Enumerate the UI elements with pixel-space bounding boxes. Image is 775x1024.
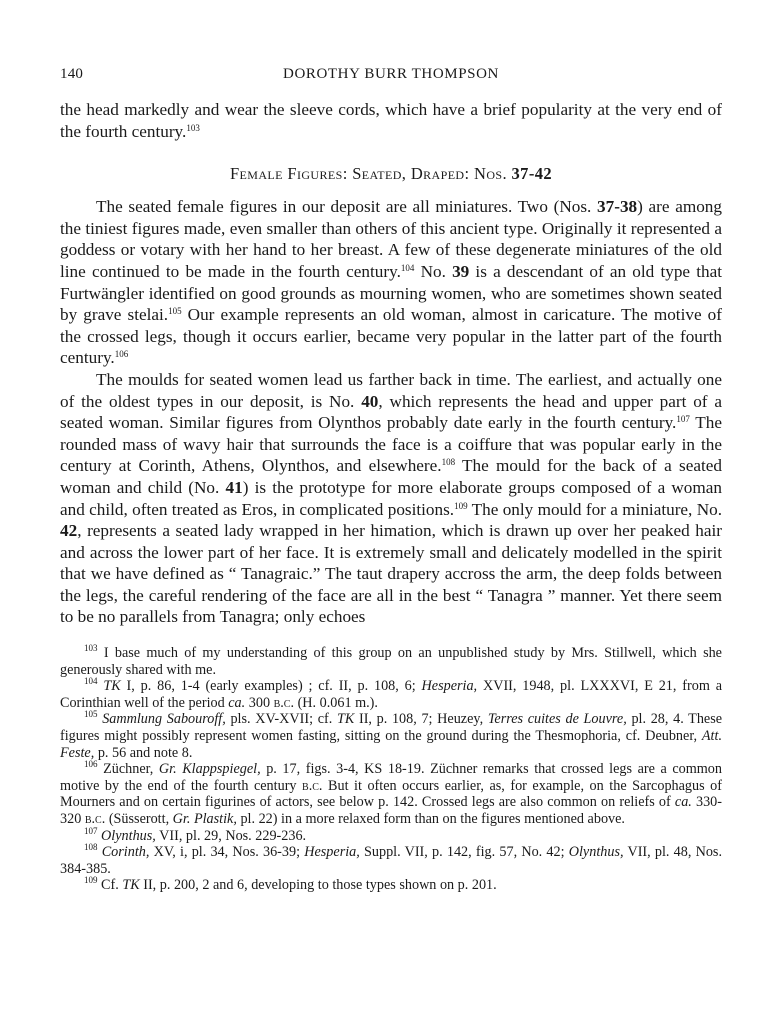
footnote-ref[interactable]: 105 xyxy=(168,306,182,317)
footnote-ref[interactable]: 107 xyxy=(676,414,690,425)
page xyxy=(60,66,722,894)
footnote-ref[interactable]: 106 xyxy=(114,349,129,360)
footnote-ref[interactable]: 103 xyxy=(186,122,200,133)
footnote-108: $^{108}$ Corinth, XV, i, pl. 34, Nos. 36-39; Hesperia, Suppl. VII, p. 142, fig. 57, No. 42; Olynthus, VII, pl. 48, Nos. 384-385. xyxy=(60,842,723,877)
page-number: 140 xyxy=(60,66,84,82)
running-title: DOROTHY BURR THOMPSON xyxy=(283,66,499,82)
running-header xyxy=(60,66,722,86)
footnote-104: $^{104}$ TK I, p. 86, 1-4 (early examples) ; cf. II, p. 108, 6; Hesperia, XVII, 1948, pl. LXXXVI, E 21, from a Corinthian well of the period ca. 300 b.c. (H. 0.061 m.). xyxy=(60,676,722,711)
footnote-105: $^{105}$ Sammlung Sabouroff, pls. XV-XVII; cf. TK II, p. 108, 7; Heuzey, Terres cuites de Louvre, pl. 28, 4. These figures might possibly represent women fasting, sitting on the ground during the Thesmophoria, cf. Deubner, Att. Feste, p. 56 and note 8. xyxy=(60,709,723,761)
footnotes xyxy=(60,645,722,894)
footnote-ref[interactable]: 108 xyxy=(441,457,456,468)
body-paragraph-1: The seated female figures in our deposit are all miniatures. Two (Nos. 37-38) are among the tiniest figures made, even smaller than others of this ancient type. Originally it represented a goddess or votary with her hand to her breast. A few of these degenerate miniatures of the old line continued to be made in the fourth century.$^{104}$ No. 39 is a descendant of an old type that Furtwängler identified on good grounds as mourning women, who are sometimes shown seated by grave stelai.$^{105}$ Our example represents an old woman, almost in caricature. The motive of the crossed legs, though it occurs earlier, became very popular in the latter part of the fourth century.$^{106}$ xyxy=(60,197,722,368)
footnote-106: $^{106}$ Züchner, Gr. Klappspiegel, p. 17, figs. 3-4, KS 18-19. Züchner remarks that crossed legs are a common motive by the end of the fourth century b.c. But it often occurs earlier, as, for example, on the Sarcophagus of Mourners and on certain figurines of actors, see below p. 142. Crossed legs are also common on reliefs of ca. 330-320 b.c. (Süsserott, Gr. Plastik, pl. 22) in a more relaxed form than on the figures mentioned above. xyxy=(60,759,722,827)
footnote-ref[interactable]: 104 xyxy=(400,262,415,273)
body-paragraph-2: The moulds for seated women lead us farther back in time. The earliest, and actually one of the oldest types in our deposit, is No. 40, which represents the head and upper part of a seated woman. Similar figures from Olynthos probably date early in the fourth century.$^{107}$ The rounded mass of wavy hair that surrounds the face is a coiffure that was popular early in the century at Corinth, Athens, Olynthos, and elsewhere.$^{108}$ The mould for the back of a seated woman and child (No. 41) is the prototype for more elaborate groups composed of a woman and child, often treated as Eros, in complicated positions.$^{109}$ The only mould for a miniature, No. 42, represents a seated lady wrapped in her himation, which is drawn up over her peaked hair and across the lower part of her face. It is extremely small and delicately modelled in the spirit that we have defined as “ Tanagraic.” The taut drapery accross the arm, the deep folds between the legs, the careful rendering of the face are all in the best “ Tanagra ” manner. Yet there seem to be no parallels from Tanagra; only echoes xyxy=(60,369,722,627)
footnote-109: $^{109}$ Cf. TK II, p. 200, 2 and 6, developing to those types shown on p. 201. xyxy=(84,875,497,894)
footnote-ref[interactable]: 109 xyxy=(454,500,468,511)
footnote-103: $^{103}$ I base much of my understanding of this group on an unpublished study by Mrs. Stillwell, which she generously shared with me. xyxy=(60,643,722,678)
continuation-paragraph: the head markedly and wear the sleeve cords, which have a brief popularity at the very end of the fourth century.$^{103}$ xyxy=(60,100,722,141)
footnote-107: $^{107}$ Olynthus, VII, pl. 29, Nos. 229-236. xyxy=(84,825,307,844)
section-heading: Female Figures: Seated, Draped: Nos. 37-42 xyxy=(229,164,553,184)
